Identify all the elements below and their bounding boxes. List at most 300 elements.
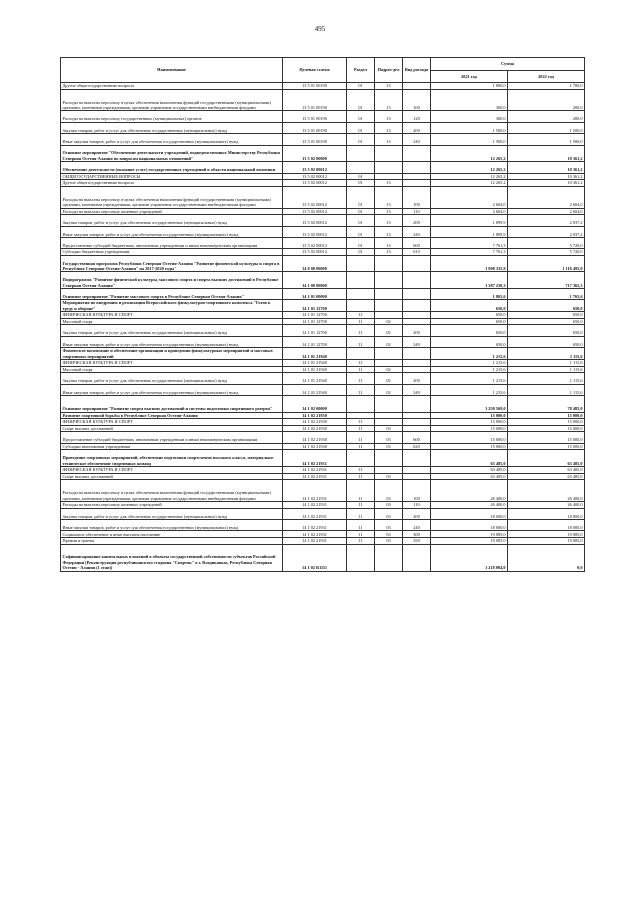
row-target-code: 14 1 02 21931 [283,508,347,519]
table-row [61,272,585,289]
row-name: Обеспечение деятельности (оказание услуг) государственных учреждений в области национальной политики [61,162,283,173]
row-section: 11 [347,373,375,384]
row-amount-2022: 10 361,2 [508,162,585,173]
row-section [347,145,375,162]
table-row [61,186,585,208]
row-name: Расходы на выплаты персоналу в целях обеспечения выполнения функций государственными (муниципальными) органами, казенными учреждениями, органами управления государственными внебюджетными фондами [61,186,283,208]
table-row [61,180,585,187]
row-amount-2021: 63 485,0 [431,473,508,480]
row-expense-kind: 100 [403,480,431,502]
row-name: Государственная программа Республики Северная Осетия-Алания "Развитие физической культуры и спорта в Республике Северная Осетия-Алания" на 2017-2020 годы" [61,255,283,272]
row-target-code: 14 1 02 21930 [283,412,347,419]
row-expense-kind: 120 [403,111,431,122]
row-target-code: 14 1 01 12700 [283,312,347,319]
row-amount-2022: 200,0 [508,111,585,122]
header-section: Раздел [347,58,375,83]
header-kind: Вид расхода [403,58,431,83]
row-section: 11 [347,466,375,473]
table-row [61,531,585,538]
row-amount-2021: 15 000,0 [431,412,508,419]
row-name: Подпрограмма "Развитие физической культуры, массового спорта и спорта высших достижений в Республике Северная Осетия-Алания" [61,272,283,289]
table-row [61,325,585,336]
row-amount-2021: 12 265,2 [431,173,508,180]
row-target-code: 13 5 01 00190 [283,111,347,122]
row-target-code: 13 5 01 00190 [283,83,347,90]
row-amount-2022: 717 365,3 [508,272,585,289]
row-subsection: 03 [375,480,403,502]
row-amount-2022: 1 115,6 [508,366,585,373]
row-expense-kind [403,419,431,426]
row-target-code: 14 1 01 12700 [283,318,347,325]
table-row [61,432,585,443]
row-amount-2021: 63 485,0 [431,466,508,473]
row-subsection [375,360,403,367]
row-subsection: 03 [375,473,403,480]
row-name: Социальное обеспечение и иные выплаты населению [61,531,283,538]
table-row [61,145,585,162]
budget-table-container [60,57,584,572]
row-name: Другие общегосударственные вопросы [61,83,283,90]
row-target-code: 14 1 02 21931 [283,519,347,530]
row-expense-kind: 200 [403,325,431,336]
row-name: Премии и гранты [61,537,283,544]
row-amount-2022: 5 720,0 [508,249,585,256]
row-subsection [375,162,403,173]
row-expense-kind: 100 [403,89,431,111]
row-subsection [375,348,403,360]
row-target-code: 13 5 02 00012 [283,208,347,215]
row-amount-2021: 1 250 569,0 [431,396,508,413]
row-amount-2021: 1 800,0 [431,83,508,90]
table-row [61,366,585,373]
row-subsection [375,300,403,312]
row-name: Расходы на выплаты персоналу казенных учреждений [61,208,283,215]
row-amount-2022: 19 085,0 [508,537,585,544]
row-expense-kind: 300 [403,531,431,538]
row-expense-kind [403,255,431,272]
row-section: 01 [347,83,375,90]
row-amount-2021: 1 215,6 [431,348,508,360]
row-name: Проведение спортивных мероприятий, обеспечение подготовки спортсменов высокого класса, материально-техническое обеспечение спортивных команд [61,450,283,467]
row-subsection: 13 [375,237,403,248]
row-section [347,450,375,467]
row-subsection: 02 [375,325,403,336]
table-row [61,173,585,180]
row-amount-2021: 2 604,0 [431,186,508,208]
row-amount-2021: 26 400,0 [431,501,508,508]
page-number: 495 [314,25,326,33]
row-subsection [375,396,403,413]
row-expense-kind [403,473,431,480]
row-expense-kind: 110 [403,501,431,508]
row-expense-kind [403,318,431,325]
row-section: 01 [347,122,375,133]
row-expense-kind [403,173,431,180]
header-year-2022: 2022 год [508,70,585,83]
row-amount-2021: 1 899,9 [431,215,508,226]
row-name: Развитие спортивной борьбы в Республике Северная Осетия-Алания [61,412,283,419]
row-expense-kind: 610 [403,249,431,256]
row-amount-2022: 15 000,0 [508,432,585,443]
row-amount-2021: 19 085,0 [431,537,508,544]
header-sum: Сумма [431,58,585,71]
row-target-code: 14 1 02 21930 [283,419,347,426]
row-amount-2021: 650,0 [431,300,508,312]
row-expense-kind: 200 [403,508,431,519]
table-row [61,89,585,111]
table-row [61,419,585,426]
row-expense-kind: 200 [403,122,431,133]
row-subsection: 13 [375,111,403,122]
row-expense-kind: 240 [403,134,431,145]
row-amount-2021: 12 265,2 [431,145,508,162]
row-amount-2021: 15 000,0 [431,425,508,432]
row-amount-2022: 5 720,0 [508,237,585,248]
row-target-code: 14 1 02 21931 [283,501,347,508]
row-expense-kind: 600 [403,237,431,248]
row-amount-2022: 1 700,0 [508,83,585,90]
row-target-code: 14 1 01 12700 [283,300,347,312]
row-amount-2022: 10 361,2 [508,173,585,180]
row-amount-2022: 2 604,0 [508,186,585,208]
header-code: Целевая статья [283,58,347,83]
row-amount-2021: 7 761,3 [431,237,508,248]
row-amount-2022: 18 000,0 [508,508,585,519]
row-section: 01 [347,237,375,248]
row-amount-2022: 1 115,6 [508,348,585,360]
row-name: Основное мероприятие "Развитие спорта высших достижений и системы подготовки спортивного резерва" [61,396,283,413]
row-target-code: 13 5 02 00012 [283,186,347,208]
row-subsection [375,145,403,162]
row-amount-2021: 15 000,0 [431,443,508,450]
row-target-code: 14 1 02 21930 [283,425,347,432]
row-target-code: 13 5 01 00190 [283,122,347,133]
row-section: 01 [347,226,375,237]
row-subsection [375,544,403,571]
row-expense-kind [403,412,431,419]
table-row [61,300,585,312]
row-name: Расходы на выплаты персоналу в целях обеспечения выполнения функций государственными (муниципальными) органами, казенными учреждениями, органами управления государственными внебюджетными фондами [61,89,283,111]
row-section: 11 [347,325,375,336]
row-expense-kind: 240 [403,336,431,347]
row-section [347,255,375,272]
row-amount-2021: 1 500,0 [431,134,508,145]
table-row [61,544,585,571]
row-section [347,348,375,360]
row-section: 01 [347,186,375,208]
row-name: Предоставление субсидий бюджетным, автономным учреждениям и иным некоммерческим организациям [61,237,283,248]
row-amount-2021: 12 265,2 [431,162,508,173]
row-expense-kind [403,162,431,173]
row-target-code: 14 1 01 12700 [283,325,347,336]
row-section: 01 [347,180,375,187]
table-row [61,111,585,122]
row-subsection: 13 [375,134,403,145]
row-expense-kind [403,312,431,319]
row-subsection: 13 [375,89,403,111]
row-target-code: 13 5 01 00190 [283,89,347,111]
row-section: 11 [347,318,375,325]
row-target-code: 14 1 02 21930 [283,443,347,450]
row-target-code: 14 1 01 21940 [283,366,347,373]
row-name: Спорт высших достижений [61,425,283,432]
table-row [61,208,585,215]
row-amount-2021: 650,0 [431,325,508,336]
row-amount-2021: 300,0 [431,111,508,122]
row-amount-2021: 1 215,6 [431,373,508,384]
row-target-code: 14 1 02 21931 [283,537,347,544]
row-amount-2022: 15 000,0 [508,443,585,450]
table-row [61,122,585,133]
row-amount-2022: 1 765,6 [508,289,585,300]
row-expense-kind [403,83,431,90]
row-amount-2022: 10 361,2 [508,145,585,162]
row-amount-2022: 78 485,0 [508,396,585,413]
table-row [61,443,585,450]
row-amount-2022: 0,0 [508,544,585,571]
row-subsection [375,312,403,319]
header-name: Наименование [61,58,283,83]
table-row [61,537,585,544]
row-amount-2022: 650,0 [508,325,585,336]
row-expense-kind [403,360,431,367]
row-subsection: 13 [375,215,403,226]
row-section: 11 [347,432,375,443]
table-row [61,412,585,419]
row-amount-2021: 1 899,9 [431,226,508,237]
row-subsection: 03 [375,443,403,450]
row-target-code: 13 5 02 00012 [283,180,347,187]
row-section: 11 [347,537,375,544]
row-name: Расходы на выплаты персоналу в целях обеспечения выполнения функций государственными (муниципальными) органами, казенными учреждениями, органами управления государственными внебюджетными фондами [61,480,283,502]
row-name: Предоставление субсидий бюджетным, автономным учреждениям и иным некоммерческим организациям [61,432,283,443]
row-amount-2021: 1 218 084,0 [431,544,508,571]
row-expense-kind [403,145,431,162]
row-name: Иные закупки товаров, работ и услуг для обеспечения государственных (муниципальных) нужд [61,384,283,395]
row-name: ФИЗИЧЕСКАЯ КУЛЬТУРА И СПОРТ [61,360,283,367]
row-name: Спорт высших достижений [61,473,283,480]
table-row [61,466,585,473]
table-row [61,450,585,467]
row-expense-kind [403,300,431,312]
table-row [61,373,585,384]
row-subsection: 02 [375,336,403,347]
row-expense-kind: 240 [403,519,431,530]
row-expense-kind [403,366,431,373]
row-name: Закупка товаров, работ и услуг для обеспечения государственных (муниципальных) нужд [61,325,283,336]
row-target-code: 13 5 02 00012 [283,237,347,248]
row-section [347,544,375,571]
row-section: 01 [347,249,375,256]
row-subsection: 13 [375,83,403,90]
row-subsection: 03 [375,425,403,432]
row-target-code: 14 1 01 21940 [283,348,347,360]
row-name: Расходы на выплаты персоналу государственных (муниципальных) органов [61,111,283,122]
row-name: ОБЩЕГОСУДАРСТВЕННЫЕ ВОПРОСЫ [61,173,283,180]
table-row [61,312,585,319]
row-target-code: 14 1 01 21940 [283,360,347,367]
row-name: Субсидии автономным учреждениям [61,443,283,450]
row-target-code: 14 1 01 21940 [283,373,347,384]
table-row [61,508,585,519]
row-subsection: 03 [375,519,403,530]
row-amount-2022: 1 500,0 [508,134,585,145]
row-amount-2021: 12 265,2 [431,180,508,187]
row-section: 11 [347,480,375,502]
table-row [61,237,585,248]
row-amount-2021: 1 500,0 [431,122,508,133]
row-amount-2021: 26 400,0 [431,480,508,502]
row-subsection: 03 [375,501,403,508]
row-amount-2022: 1 500,0 [508,122,585,133]
row-name: Массовый спорт [61,366,283,373]
row-amount-2022: 15 000,0 [508,412,585,419]
row-subsection: 03 [375,531,403,538]
row-amount-2021: 63 485,0 [431,450,508,467]
row-amount-2021: 650,0 [431,312,508,319]
row-name: Иные закупки товаров, работ и услуг для обеспечения государственных (муниципальных) нужд [61,134,283,145]
row-expense-kind: 200 [403,373,431,384]
row-subsection: 02 [375,318,403,325]
row-section: 01 [347,89,375,111]
row-name: ФИЗИЧЕСКАЯ КУЛЬТУРА И СПОРТ [61,312,283,319]
row-section: 11 [347,443,375,450]
row-amount-2022: 2 037,2 [508,215,585,226]
budget-table [60,57,585,572]
row-expense-kind: 240 [403,384,431,395]
row-amount-2021: 15 000,0 [431,432,508,443]
row-amount-2021: 1 215,6 [431,366,508,373]
row-expense-kind [403,348,431,360]
row-subsection: 02 [375,366,403,373]
row-target-code: 13 5 02 00000 [283,145,347,162]
row-name: Закупка товаров, работ и услуг для обеспечения государственных (муниципальных) нужд [61,373,283,384]
row-subsection [375,272,403,289]
row-target-code: 14 1 00 00000 [283,272,347,289]
row-amount-2021: 18 000,0 [431,519,508,530]
row-section [347,289,375,300]
row-name: Иные закупки товаров, работ и услуг для обеспечения государственных (муниципальных) нужд [61,226,283,237]
row-section: 01 [347,208,375,215]
row-section [347,300,375,312]
row-name: Основное мероприятие "Обеспечение деятельности учреждений, подведомственных Министерству Республики Северная Осетия-Алания по вопросам национальных отношений" [61,145,283,162]
row-amount-2022: 650,0 [508,336,585,347]
row-amount-2021: 7 761,3 [431,249,508,256]
row-section: 11 [347,384,375,395]
row-amount-2022: 18 000,0 [508,519,585,530]
row-subsection: 13 [375,226,403,237]
row-amount-2022: 650,0 [508,312,585,319]
row-target-code: 14 1 02 21931 [283,531,347,538]
row-section: 01 [347,134,375,145]
row-expense-kind [403,450,431,467]
table-row [61,318,585,325]
table-row [61,519,585,530]
row-subsection: 13 [375,249,403,256]
table-row [61,360,585,367]
row-expense-kind [403,425,431,432]
row-section [347,162,375,173]
row-section: 11 [347,508,375,519]
row-amount-2021: 2 604,0 [431,208,508,215]
table-row [61,501,585,508]
row-amount-2021: 1 908 335,9 [431,255,508,272]
row-expense-kind: 100 [403,186,431,208]
row-target-code: 14 1 02 21930 [283,432,347,443]
row-amount-2022: 15 000,0 [508,425,585,432]
row-amount-2022: 19 085,0 [508,531,585,538]
row-name: Расходы на выплаты персоналу казенных учреждений [61,501,283,508]
row-subsection [375,450,403,467]
row-target-code: 13 5 02 00012 [283,173,347,180]
row-amount-2022: 15 000,0 [508,419,585,426]
row-section: 11 [347,312,375,319]
table-row [61,249,585,256]
row-target-code: 14 1 02 21931 [283,450,347,467]
row-amount-2021: 19 085,0 [431,531,508,538]
row-section: 01 [347,111,375,122]
row-amount-2021: 15 000,0 [431,419,508,426]
row-section: 11 [347,473,375,480]
row-section: 11 [347,336,375,347]
table-row [61,480,585,502]
row-expense-kind [403,396,431,413]
row-section: 11 [347,519,375,530]
row-expense-kind [403,544,431,571]
row-subsection: 13 [375,208,403,215]
row-target-code: 14 1 02 21931 [283,466,347,473]
row-amount-2022: 650,0 [508,318,585,325]
row-expense-kind [403,289,431,300]
row-amount-2022: 650,0 [508,300,585,312]
row-section [347,412,375,419]
row-amount-2022: 1 116 495,0 [508,255,585,272]
row-name: Массовый спорт [61,318,283,325]
table-row [61,226,585,237]
row-subsection: 03 [375,537,403,544]
row-name: Закупка товаров, работ и услуг для обеспечения государственных (муниципальных) нужд [61,508,283,519]
row-amount-2022: 26 400,0 [508,480,585,502]
table-row [61,134,585,145]
row-target-code: 14 1 01 21940 [283,384,347,395]
row-amount-2022: 63 485,0 [508,450,585,467]
row-amount-2021: 1 865,6 [431,289,508,300]
row-name: Субсидии бюджетным учреждениям [61,249,283,256]
table-row [61,425,585,432]
row-expense-kind: 350 [403,537,431,544]
row-expense-kind: 620 [403,443,431,450]
row-name: Физическое воспитание и обеспечение организации и проведения физкультурных мероприятий и массовых спортивных мероприятий [61,348,283,360]
row-amount-2022: 26 400,0 [508,501,585,508]
row-amount-2021: 650,0 [431,318,508,325]
row-subsection [375,412,403,419]
row-amount-2022: 200,0 [508,89,585,111]
row-expense-kind [403,272,431,289]
row-amount-2022: 1 115,6 [508,373,585,384]
row-subsection [375,255,403,272]
row-target-code: 14 1 02 R1111 [283,544,347,571]
table-header [61,58,585,83]
row-section: 11 [347,501,375,508]
header-year-2021: 2021 год [431,70,508,83]
row-subsection: 02 [375,373,403,384]
row-subsection: 13 [375,186,403,208]
row-section: 01 [347,215,375,226]
row-target-code: 14 1 01 00000 [283,289,347,300]
row-amount-2021: 18 000,0 [431,508,508,519]
row-subsection: 13 [375,122,403,133]
table-row [61,83,585,90]
